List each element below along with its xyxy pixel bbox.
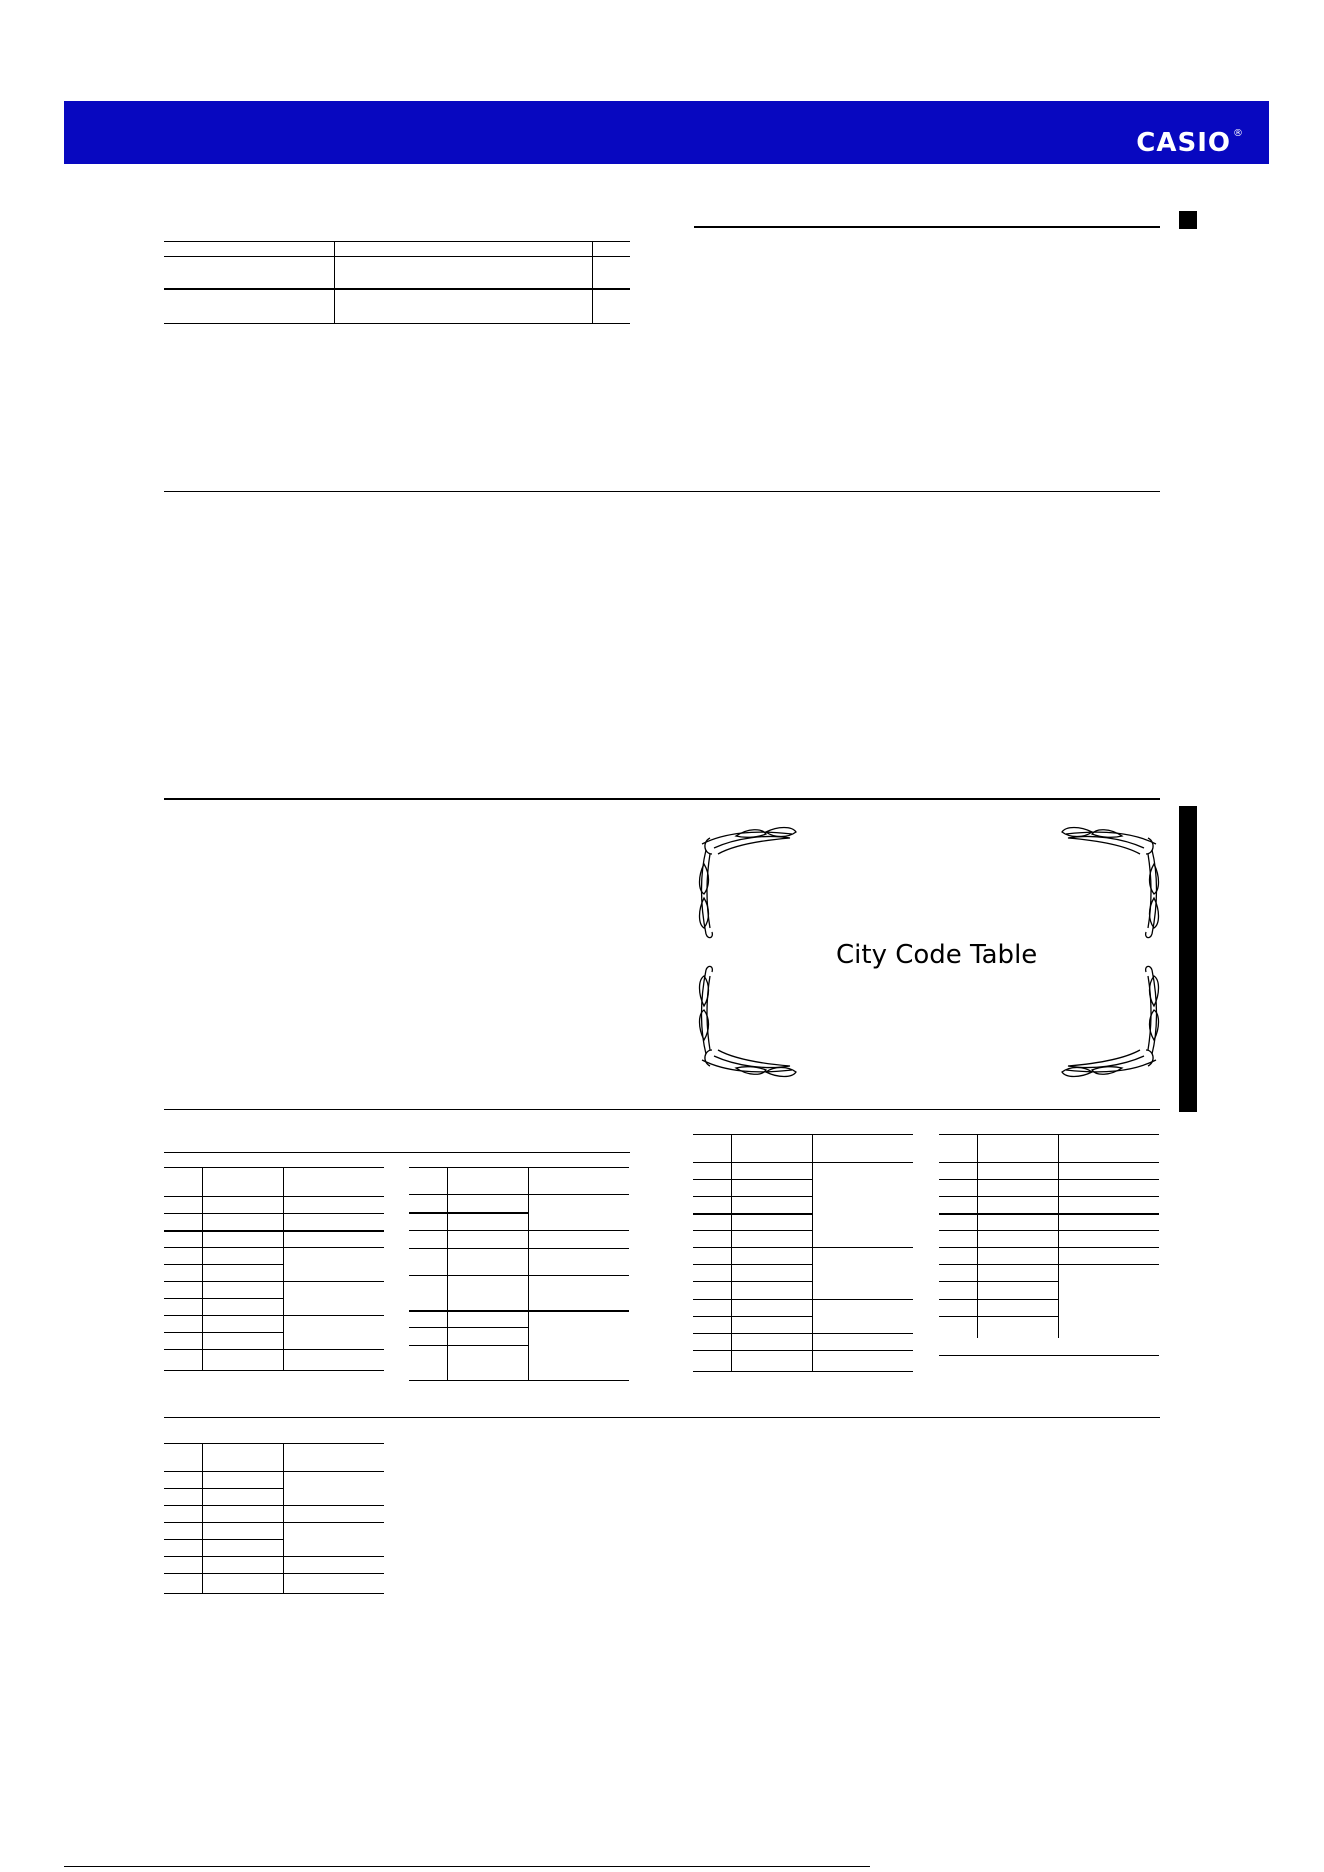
section-rule-4 bbox=[164, 1417, 1160, 1418]
city-table-b bbox=[409, 1167, 629, 1381]
flourish-top-right-icon bbox=[1062, 828, 1159, 938]
footer-rule bbox=[64, 1866, 870, 1867]
registered-mark: ® bbox=[1233, 128, 1244, 139]
table-group-rule bbox=[164, 1152, 630, 1153]
city-code-table-title: City Code Table bbox=[836, 940, 1038, 970]
city-table-e bbox=[164, 1443, 384, 1594]
section-rule-1 bbox=[164, 491, 1160, 492]
top-left-table bbox=[164, 241, 630, 325]
city-table-a bbox=[164, 1167, 384, 1371]
city-table-d bbox=[939, 1134, 1159, 1356]
flourish-bottom-left-icon bbox=[700, 966, 797, 1076]
city-table-c bbox=[693, 1134, 913, 1372]
section-marker-icon bbox=[1179, 211, 1197, 229]
logo-text: CASIO bbox=[1136, 128, 1231, 158]
section-rule-2 bbox=[164, 798, 1160, 800]
casio-logo bbox=[1136, 128, 1244, 158]
section-rule-3 bbox=[164, 1109, 1160, 1110]
top-right-rule bbox=[694, 226, 1160, 228]
header-band bbox=[64, 101, 1269, 164]
flourish-top-left-icon bbox=[700, 828, 797, 938]
side-tab-bar bbox=[1179, 806, 1197, 1112]
flourish-bottom-right-icon bbox=[1062, 966, 1159, 1076]
